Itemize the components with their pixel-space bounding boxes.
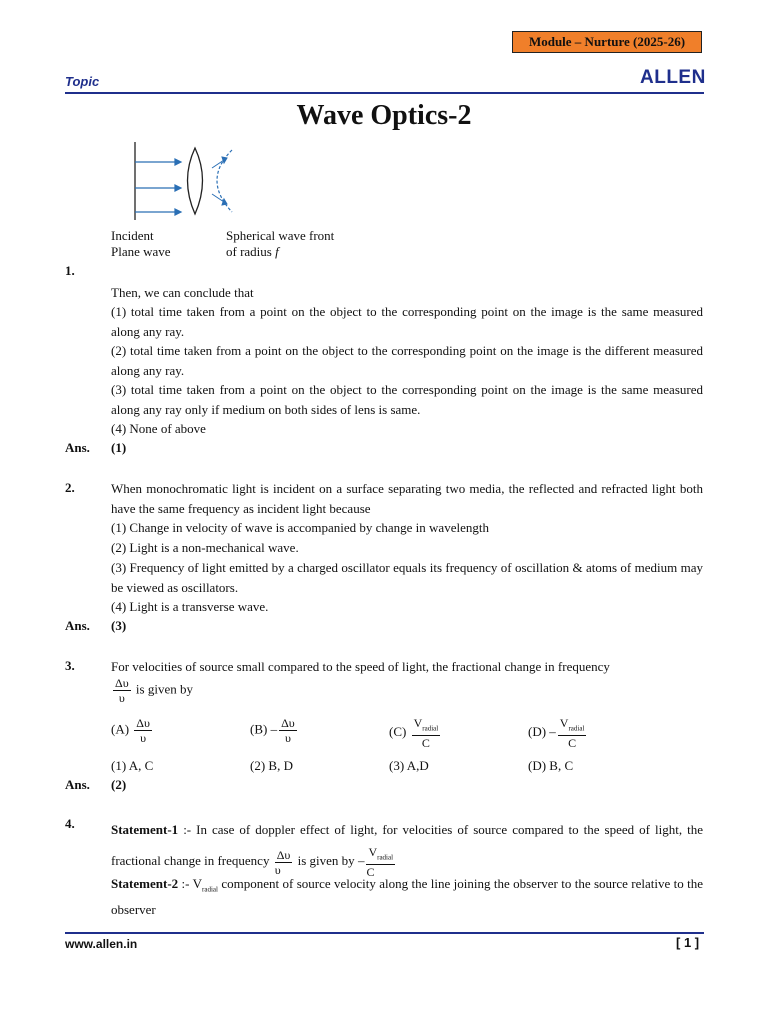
choice-c: (C) $\frac{V_{radial}}{C}$ — [389, 716, 439, 751]
incident-rays — [135, 159, 181, 215]
question-option: (2) B, D — [250, 758, 293, 773]
question-option: (3) A,D — [389, 758, 429, 773]
wavefront-arrows — [212, 157, 227, 205]
question-option: (2) total time taken from a point on the object to the corresponding point on the image is the different measured along any ray. — [111, 343, 703, 378]
module-badge: Module – Nurture (2025-26) — [512, 31, 702, 53]
page-title: Wave Optics-2 — [296, 100, 472, 131]
figure-label-left-1: Incident — [111, 228, 154, 243]
question-stem: Then, we can conclude that — [111, 285, 254, 300]
question-option: (4) Light is a transverse wave. — [111, 599, 269, 614]
topic-label: Topic — [65, 74, 100, 89]
question-option: (1) A, C — [111, 758, 154, 773]
question-stem: For velocities of source small compared to the speed of light, the fractional change in frequency — [111, 659, 610, 674]
answer-value: (1) — [111, 440, 127, 455]
question-number: 4. — [65, 816, 75, 831]
wavefront-diagram — [120, 140, 240, 220]
question-option: (1) total time taken from a point on the object to the corresponding point on the image is the same measured along any ray. — [111, 304, 703, 339]
choice-b: (B) – $\frac{\Delta\upsilon}{\upsilon}$ — [250, 716, 295, 745]
answer-value: (3) — [111, 618, 127, 633]
footer-rule — [65, 932, 704, 934]
figure-label-right-1: Spherical wave front — [226, 228, 335, 243]
footer-website: www.allen.in — [65, 937, 138, 951]
question-stem-tail: $\frac{\Delta\upsilon}{\upsilon}$ is given by — [115, 676, 193, 705]
question-number: 2. — [65, 480, 75, 495]
figure-label-left-2: Plane wave — [111, 244, 171, 259]
question-option: (3) total time taken from a point on the object to the corresponding point on the image is the same measured along any ray only if medium on both sides of lens is same. — [111, 382, 703, 417]
answer-label: Ans. — [65, 777, 90, 792]
allen-logo: ALLEN — [640, 67, 706, 88]
question-option: (4) None of above — [111, 421, 206, 436]
question-option: (3) Frequency of light emitted by a charged oscillator equals its frequency of oscillation & atoms of medium may be viewed as oscillators. — [111, 560, 703, 595]
question-option: (2) Light is a non-mechanical wave. — [111, 540, 299, 555]
statement-2: Statement-2 :- $V_{radial}$ component of source velocity along the line joining the observer to the source relative to the observer — [111, 876, 704, 918]
page-number: [ 1 ] — [676, 935, 700, 950]
figure-label-right-2: of radius f — [226, 244, 279, 259]
fraction: $\frac{\Delta\upsilon}{\upsilon}$ — [115, 676, 129, 705]
question-stem: When monochromatic light is incident on a surface separating two media, the reflected and refracted light both have the same frequency as incident light because — [111, 481, 703, 516]
choice-a: (A) $\frac{\Delta\upsilon}{\upsilon}$ — [111, 716, 150, 745]
answer-value: (2) — [111, 777, 127, 792]
question-number: 1. — [65, 263, 75, 278]
statement-1: Statement-1 :- In case of doppler effect of light, for velocities of source compared to the speed of light, the fractional change in frequency $\frac{\Delta\upsilon}{\upsilon}$ is given by – $\frac{V_{radial}}{C}$ — [111, 822, 704, 880]
header-rule — [65, 92, 704, 94]
answer-label: Ans. — [65, 618, 90, 633]
question-option: (1) Change in velocity of wave is accompanied by change in wavelength — [111, 520, 489, 535]
question-option: (D) B, C — [528, 758, 574, 773]
answer-label: Ans. — [65, 440, 90, 455]
convex-lens — [188, 148, 203, 214]
choice-d: (D) – $\frac{V_{radial}}{C}$ — [528, 716, 585, 751]
question-number: 3. — [65, 658, 75, 673]
